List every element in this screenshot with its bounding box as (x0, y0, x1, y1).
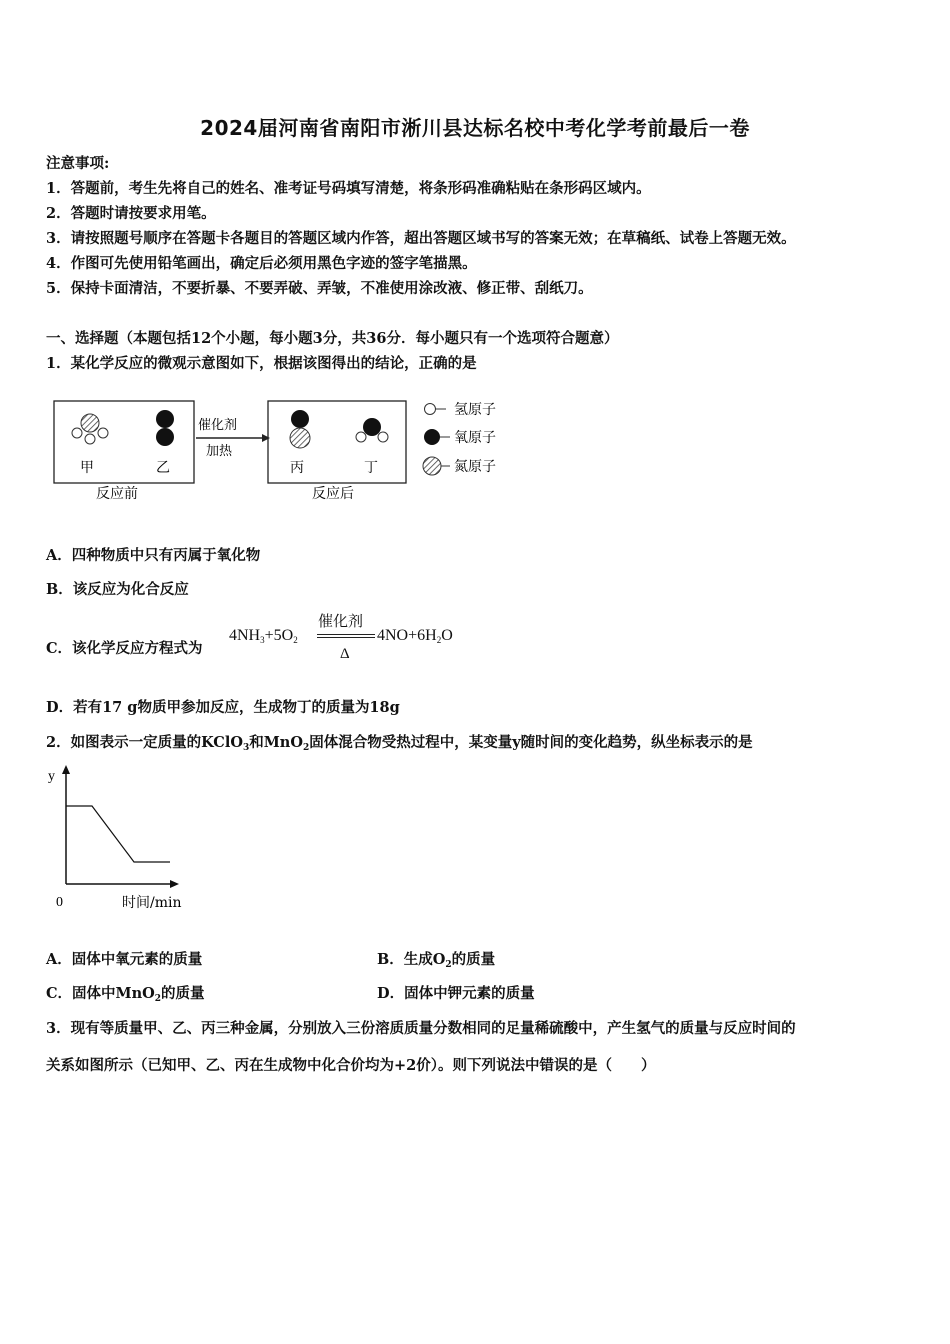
label-before: 反应前 (96, 486, 138, 502)
svg-text:氮原子: 氮原子 (454, 459, 496, 475)
q1-option-d: D．若有17 g物质甲参加反应，生成物丁的质量为18g (46, 699, 400, 716)
equation-reactants: $4NH_3+5O_2$ (229, 627, 298, 645)
q2-option-c: C．固体中MnO$_2$的质量 (46, 985, 205, 1004)
x-axis-label: 时间/min (122, 895, 182, 911)
q2-option-d: D．固体中钾元素的质量 (377, 985, 535, 1002)
trend-line (66, 806, 170, 862)
molecule-h2o (356, 418, 388, 442)
notice-item: 3．请按照题号顺序在答题卡各题目的答题区域内作答，超出答题区域书写的答案无效；在草稿纸、试卷上答题无效。 (46, 230, 796, 247)
q2-graph (40, 762, 200, 914)
notice-item: 2．答题时请按要求用笔。 (46, 205, 216, 222)
legend-hydrogen (425, 402, 497, 418)
equation-products: $4NO+6H_2O$ (377, 627, 453, 645)
q1-option-c: C．该化学反应方程式为 (46, 640, 203, 657)
question-2-stem: 2．如图表示一定质量的KClO$_3$和MnO$_2$固体混合物受热过程中，某变量y随时间的变化趋势，纵坐标表示的是 (46, 734, 753, 753)
q1-option-a: A．四种物质中只有丙属于氧化物 (46, 547, 261, 564)
section-heading: 一、选择题（本题包括12个小题，每小题3分，共36分．每小题只有一个选项符合题意） (46, 330, 619, 347)
question-1-stem: 1．某化学反应的微观示意图如下，根据该图得出的结论，正确的是 (46, 355, 477, 372)
question-3-stem-line1: 3．现有等质量甲、乙、丙三种金属，分别放入三份溶质质量分数相同的足量稀硫酸中，产生氢气的质量与反应时间的 (46, 1020, 796, 1037)
after-box (268, 401, 406, 483)
q2-option-a: A．固体中氧元素的质量 (46, 951, 203, 968)
label-ding: 丁 (364, 460, 378, 476)
page-title: 2024届河南省南阳市淅川县达标名校中考化学考前最后一卷 (200, 116, 750, 140)
notice-item: 5．保持卡面清洁，不要折暴、不要弄破、弄皱，不准使用涂改液、修正带、刮纸刀。 (46, 280, 593, 297)
origin-label: 0 (56, 895, 63, 910)
reaction-diagram (50, 395, 520, 507)
equation-bar-top (317, 634, 375, 635)
arrow-condition-bottom: 加热 (206, 444, 233, 459)
svg-text:氢原子: 氢原子 (454, 402, 496, 418)
notice-heading: 注意事项: (46, 155, 110, 172)
molecule-no (290, 410, 310, 448)
notice-item: 1．答题前，考生先将自己的姓名、准考证号码填写清楚，将条形码准确粘贴在条形码区域内。 (46, 180, 651, 197)
before-box (54, 401, 194, 483)
equation-bar-bottom (317, 637, 375, 638)
label-yi: 乙 (156, 460, 170, 476)
arrow-condition-top: 催化剂 (198, 418, 238, 433)
legend-oxygen (424, 429, 496, 446)
y-axis-label: y (48, 769, 55, 784)
molecule-o2 (156, 410, 174, 446)
notice-item: 4．作图可先使用铅笔画出，确定后必须用黑色字迹的签字笔描黑。 (46, 255, 477, 272)
q2-option-b: B．生成$O_2$的质量 (377, 951, 496, 970)
label-jia: 甲 (80, 460, 94, 476)
label-bing: 丙 (290, 460, 304, 476)
label-after: 反应后 (312, 486, 354, 502)
svg-text:氧原子: 氧原子 (454, 430, 496, 446)
q1-option-b: B．该反应为化合反应 (46, 581, 189, 598)
molecule-nh3 (72, 414, 108, 444)
question-3-stem-line2: 关系如图所示（已知甲、乙、丙在生成物中化合价均为+2价）。则下列说法中错误的是（ ） (46, 1057, 656, 1074)
legend-nitrogen (423, 457, 496, 475)
equation-catalyst: 催化剂 (318, 614, 364, 630)
equation-heat-symbol: Δ (340, 646, 350, 662)
